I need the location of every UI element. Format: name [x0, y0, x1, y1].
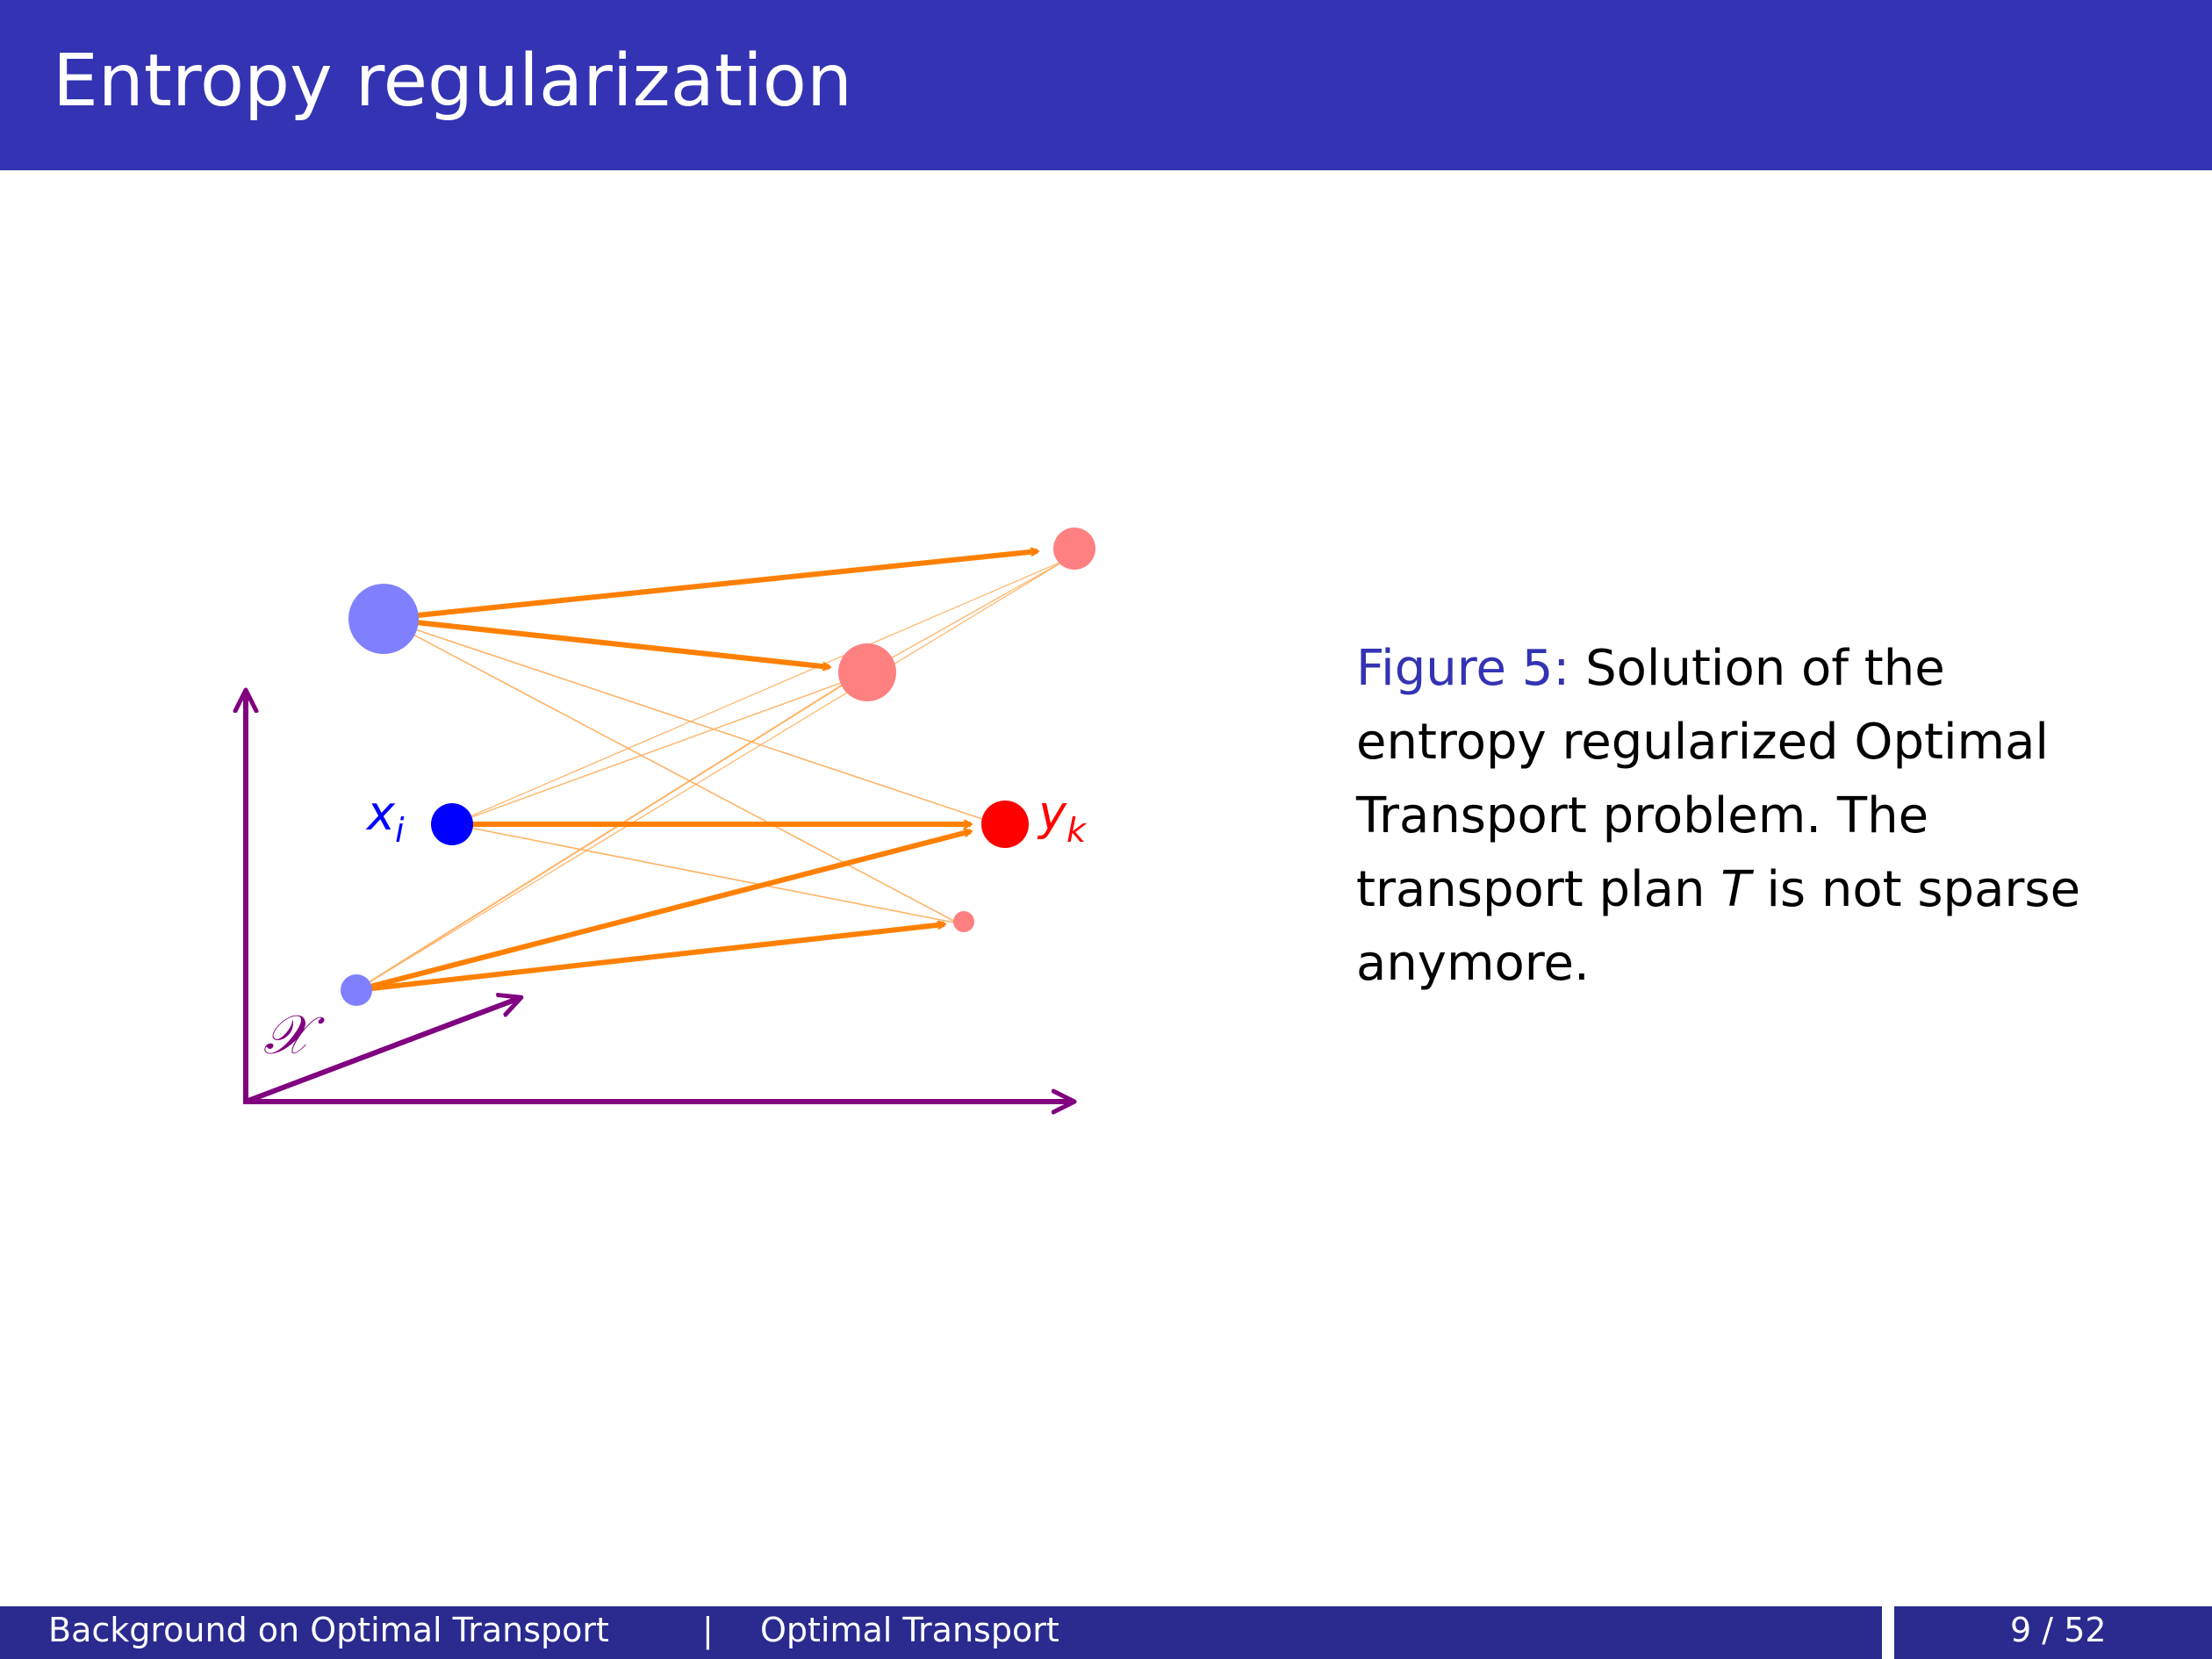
target-point	[953, 911, 974, 932]
source-point-xi	[431, 803, 473, 845]
footer-page-number	[2010, 1613, 2107, 1647]
target-point	[1053, 528, 1095, 570]
source-label	[365, 786, 405, 850]
transport-arrow	[356, 831, 971, 990]
caption-text-after: is not sparse anymore.	[1356, 861, 2081, 992]
source-point	[341, 974, 372, 1006]
faint-arrow	[869, 560, 1066, 671]
figure-caption	[1356, 632, 2146, 1001]
space-label: 𝒳	[263, 1002, 311, 1066]
page-total: 52	[2064, 1611, 2107, 1649]
figure-label: Figure 5:	[1356, 640, 1570, 697]
target-point	[838, 643, 896, 701]
source-point	[348, 584, 419, 654]
target-label-sub: k	[1066, 811, 1086, 850]
footer-section: Background on Optimal Transport	[48, 1611, 609, 1649]
transport-arrows	[356, 551, 1038, 990]
page-separator: /	[2042, 1611, 2054, 1649]
target-label-base: y	[1038, 786, 1066, 841]
transport-arrow	[384, 551, 1038, 619]
footer-separator: |	[702, 1611, 714, 1649]
caption-text-before: Solution of the entropy regularized Optimal Transport problem. The transport plan	[1356, 640, 2049, 918]
page-current: 9	[2010, 1611, 2032, 1649]
transport-arrow	[384, 619, 830, 667]
faint-arrow	[452, 824, 959, 923]
slide-title: Entropy regularization	[53, 40, 852, 123]
caption-math-symbol: T	[1720, 861, 1751, 918]
target-label	[1037, 786, 1088, 850]
source-label-base: x	[367, 786, 395, 841]
source-label-sub: i	[394, 811, 405, 850]
target-point-yk	[981, 801, 1029, 848]
footer-subsection: Optimal Transport	[760, 1611, 1059, 1649]
